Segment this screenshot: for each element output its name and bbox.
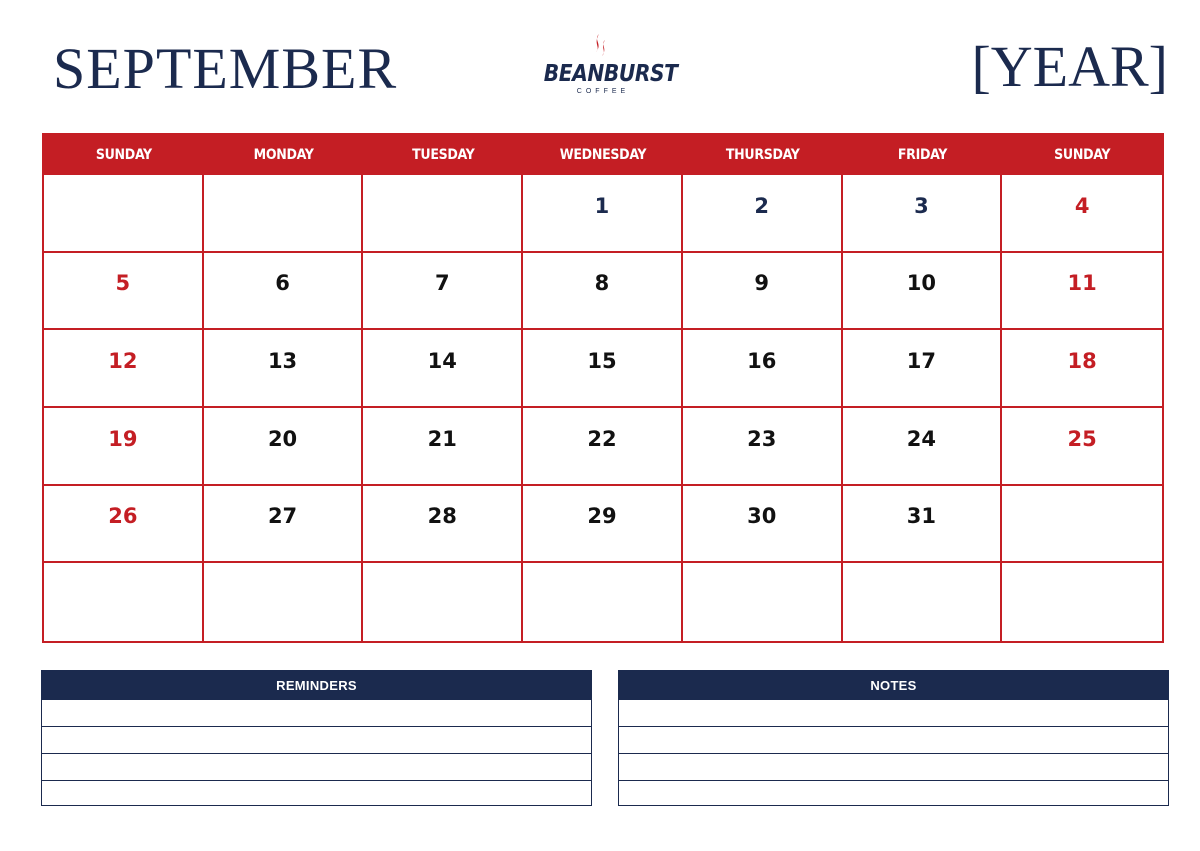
day-cell[interactable] (204, 563, 364, 641)
note-line[interactable] (619, 699, 1168, 726)
day-cell[interactable]: 26 (44, 486, 204, 564)
day-cell[interactable]: 19 (44, 408, 204, 486)
day-cell[interactable]: 13 (204, 330, 364, 408)
day-cell[interactable]: 18 (1002, 330, 1162, 408)
month-title: SEPTEMBER (53, 36, 398, 101)
day-cell[interactable]: 23 (683, 408, 843, 486)
weekday-label: THURSDAY (725, 147, 800, 163)
day-cell[interactable]: 21 (363, 408, 523, 486)
day-cell[interactable]: 24 (843, 408, 1003, 486)
reminder-line[interactable] (42, 753, 591, 780)
day-cell[interactable]: 12 (44, 330, 204, 408)
day-cell[interactable] (363, 563, 523, 641)
steam-icon (589, 32, 613, 62)
day-cell[interactable]: 25 (1002, 408, 1162, 486)
weekday-header (44, 135, 1162, 175)
day-cell[interactable]: 8 (523, 253, 683, 331)
day-cell[interactable] (1002, 486, 1162, 564)
day-cell[interactable] (683, 563, 843, 641)
day-cell[interactable]: 27 (204, 486, 364, 564)
day-cell[interactable] (44, 563, 204, 641)
day-cell[interactable]: 4 (1002, 175, 1162, 253)
reminder-line[interactable] (42, 726, 591, 753)
day-cell[interactable]: 15 (523, 330, 683, 408)
note-line[interactable] (619, 753, 1168, 780)
year-title: [YEAR] (971, 34, 1168, 99)
weekday-label: TUESDAY (412, 147, 475, 163)
note-line[interactable] (619, 726, 1168, 753)
reminder-line[interactable] (42, 780, 591, 807)
day-cell[interactable]: 6 (204, 253, 364, 331)
day-cell[interactable]: 28 (363, 486, 523, 564)
weekday-label: SUNDAY (1054, 147, 1111, 163)
day-cell[interactable] (204, 175, 364, 253)
day-cell[interactable]: 29 (523, 486, 683, 564)
day-cell[interactable]: 10 (843, 253, 1003, 331)
day-cell[interactable]: 7 (363, 253, 523, 331)
day-cell[interactable]: 22 (523, 408, 683, 486)
day-cell[interactable]: 31 (843, 486, 1003, 564)
day-cell[interactable]: 14 (363, 330, 523, 408)
notes-title: NOTES (619, 671, 1168, 699)
day-cell[interactable]: 16 (683, 330, 843, 408)
day-cell[interactable]: 1 (523, 175, 683, 253)
reminder-line[interactable] (42, 699, 591, 726)
reminders-title: REMINDERS (42, 671, 591, 699)
day-cell[interactable]: 3 (843, 175, 1003, 253)
day-cell[interactable]: 5 (44, 253, 204, 331)
logo-subtitle: COFFEE (576, 88, 630, 95)
day-cell[interactable]: 11 (1002, 253, 1162, 331)
note-line[interactable] (619, 780, 1168, 807)
weekday-label: WEDNESDAY (559, 147, 647, 163)
calendar (42, 133, 1164, 643)
day-cell[interactable] (363, 175, 523, 253)
weekday-label: MONDAY (253, 147, 314, 163)
day-cell[interactable] (843, 563, 1003, 641)
day-cell[interactable]: 2 (683, 175, 843, 253)
notes-panel (618, 670, 1169, 806)
weekday-label: FRIDAY (897, 147, 948, 163)
day-cell[interactable] (44, 175, 204, 253)
calendar-grid (44, 175, 1162, 641)
day-cell[interactable]: 9 (683, 253, 843, 331)
day-cell[interactable] (523, 563, 683, 641)
day-cell[interactable]: 30 (683, 486, 843, 564)
logo-name: BEANBURST (543, 61, 678, 87)
day-cell[interactable]: 17 (843, 330, 1003, 408)
reminders-panel (41, 670, 592, 806)
weekday-label: SUNDAY (95, 147, 152, 163)
brand-logo (536, 32, 678, 112)
day-cell[interactable] (1002, 563, 1162, 641)
day-cell[interactable]: 20 (204, 408, 364, 486)
